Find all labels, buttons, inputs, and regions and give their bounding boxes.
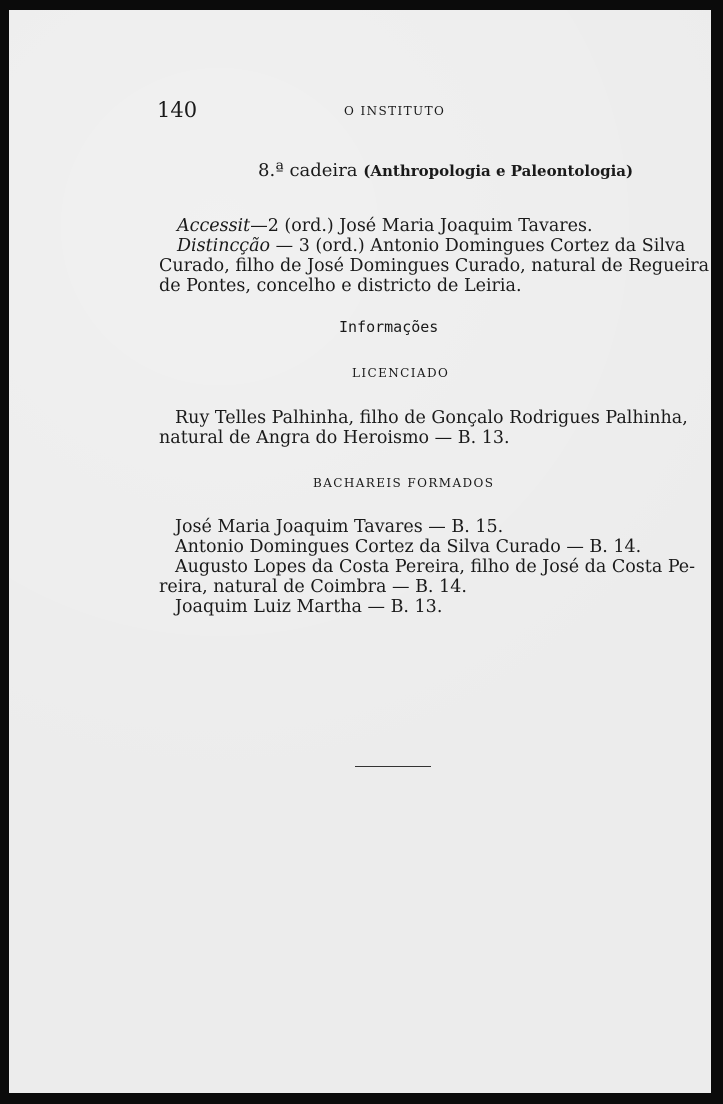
page-number: 140 <box>157 98 198 122</box>
bachareis-line-5: Joaquim Luiz Martha — B. 13. <box>175 597 443 617</box>
section-heading-prefix: 8.ª cadeira <box>258 160 358 181</box>
licenciado-title: LICENCIADO <box>352 366 450 380</box>
accessit-label: Accessit <box>177 216 251 236</box>
licenciado-line-2: natural de Angra do Heroismo — B. 13. <box>159 428 510 448</box>
distinccao-text: — 3 (ord.) Antonio Domingues Cortez da Silva <box>270 236 686 256</box>
distinccao-line-2: Curado, filho de José Domingues Curado, natural de Regueira <box>159 256 710 276</box>
bachareis-line-2: Antonio Domingues Cortez da Silva Curado — B. 14. <box>175 537 642 557</box>
running-title: O INSTITUTO <box>344 104 446 118</box>
bachareis-line-1: José Maria Joaquim Tavares — B. 15. <box>175 517 504 537</box>
section-heading <box>258 160 633 181</box>
accessit-text: —2 (ord.) José Maria Joaquim Tavares. <box>250 216 593 236</box>
distinccao-label: Distincção <box>177 236 271 256</box>
bachareis-line-4: reira, natural de Coimbra — B. 14. <box>159 577 467 597</box>
bachareis-line-3: Augusto Lopes da Costa Pereira, filho de José da Costa Pe- <box>175 557 696 577</box>
section-heading-title: (Anthropologia e Paleontologia) <box>363 162 634 180</box>
distinccao-line-1 <box>177 236 685 256</box>
accessit-line <box>177 216 593 236</box>
licenciado-line-1: Ruy Telles Palhinha, filho de Gonçalo Rodrigues Palhinha, <box>175 408 688 428</box>
closing-rule <box>355 766 431 767</box>
informacoes-title: Informações <box>339 318 439 336</box>
scanned-page <box>9 10 711 1093</box>
distinccao-line-3: de Pontes, concelho e districto de Leiria. <box>159 276 522 296</box>
bachareis-title: BACHAREIS FORMADOS <box>313 476 495 490</box>
